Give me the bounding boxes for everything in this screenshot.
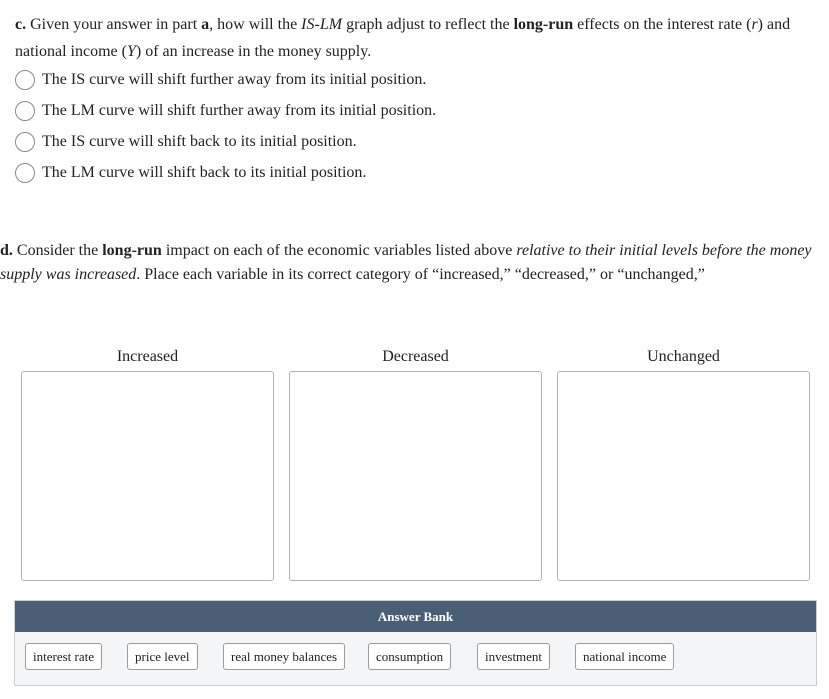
option-list bbox=[15, 64, 436, 188]
option-label: The LM curve will shift back to its initial position. bbox=[42, 163, 367, 181]
category-label-unchanged: Unchanged bbox=[647, 348, 720, 365]
radio-button[interactable] bbox=[15, 101, 35, 121]
answer-chip-national-income[interactable]: national income bbox=[575, 643, 674, 670]
radio-button[interactable] bbox=[15, 163, 35, 183]
answer-bank-title: Answer Bank bbox=[15, 601, 816, 632]
category-label-increased: Increased bbox=[116, 348, 179, 365]
option-label: The IS curve will shift back to its initial position. bbox=[42, 132, 357, 150]
option-is-shift-back[interactable] bbox=[15, 126, 436, 157]
category-label-decreased: Decreased bbox=[382, 348, 449, 365]
question-d-prompt: d. Consider the long-run impact on each of the economic variables listed above relative to their initial levels before the money supply was increased. Place each variable in its correct category of “increased,” “decreased,” or “unchanged,” bbox=[0, 242, 812, 283]
option-label: The IS curve will shift further away from its initial position. bbox=[42, 70, 427, 88]
drop-zone-decreased[interactable] bbox=[289, 371, 542, 581]
drop-zone-increased[interactable] bbox=[21, 371, 274, 581]
option-lm-shift-back[interactable] bbox=[15, 157, 436, 188]
radio-button[interactable] bbox=[15, 132, 35, 152]
answer-chip-consumption[interactable]: consumption bbox=[368, 643, 451, 670]
answer-chip-price-level[interactable]: price level bbox=[127, 643, 198, 670]
option-label: The LM curve will shift further away from its initial position. bbox=[42, 101, 437, 119]
option-is-shift-away[interactable] bbox=[15, 64, 436, 95]
answer-chip-interest-rate[interactable]: interest rate bbox=[25, 643, 102, 670]
option-lm-shift-away[interactable] bbox=[15, 95, 436, 126]
radio-button[interactable] bbox=[15, 70, 35, 90]
question-c-prompt: c. Given your answer in part a, how will the IS-LM graph adjust to reflect the long-run effects on the interest rate (r) and national income (Y) of an increase in the money supply. bbox=[15, 16, 791, 60]
answer-chip-real-money-balances[interactable]: real money balances bbox=[223, 643, 345, 670]
drop-zone-unchanged[interactable] bbox=[557, 371, 810, 581]
answer-chip-investment[interactable]: investment bbox=[477, 643, 550, 670]
